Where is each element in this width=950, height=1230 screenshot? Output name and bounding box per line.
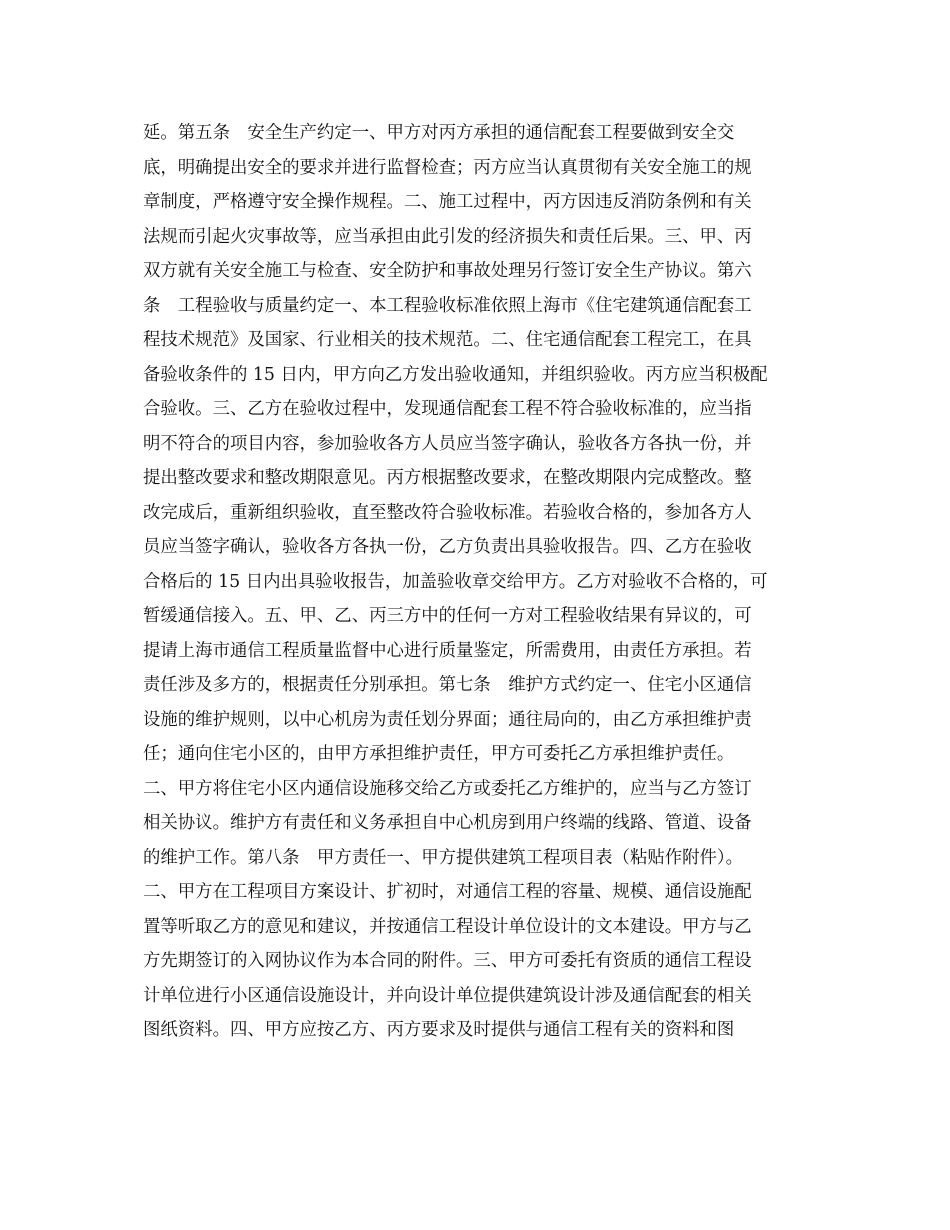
text-line: 提请上海市通信工程质量监督中心进行质量鉴定，所需费用，由责任方承担。若 — [143, 640, 752, 661]
text-line: 条 工程验收与质量约定一、本工程验收标准依照上海市《住宅建筑通信配套工 — [143, 295, 752, 316]
text-line: 图纸资料。四、甲方应按乙方、丙方要求及时提供与通信工程有关的资料和图 — [143, 1020, 735, 1040]
text-line: 明不符合的项目内容，参加验收各方人员应当签字确认，验收各方各执一份，并 — [143, 433, 752, 454]
text-line: 责任涉及多方的，根据责任分别承担。第七条 维护方式约定一、住宅小区通信 — [143, 675, 752, 695]
text-line: 延。第五条 安全生产约定一、甲方对丙方承担的通信配套工程要做到安全交 — [143, 123, 735, 143]
text-line: 双方就有关安全施工与检查、安全防护和事故处理另行签订安全生产协议。第六 — [143, 261, 752, 281]
body-text — [143, 116, 813, 1048]
text-line: 方先期签订的入网协议作为本合同的附件。三、甲方可委托有资质的通信工程设 — [143, 951, 752, 971]
text-line: 任；通向住宅小区的，由甲方承担维护责任，甲方可委托乙方承担维护责任。 — [143, 744, 735, 764]
text-line: 章制度，严格遵守安全操作规程。二、施工过程中，丙方因违反消防条例和有关 — [143, 192, 752, 212]
text-line: 二、甲方将住宅小区内通信设施移交给乙方或委托乙方维护的，应当与乙方签订 — [143, 778, 752, 799]
text-line: 二、甲方在工程项目方案设计、扩初时，对通信工程的容量、规模、通信设施配 — [143, 882, 752, 902]
text-line: 备验收条件的 15 日内，甲方向乙方发出验收通知，并组织验收。丙方应当积极配 — [143, 364, 768, 385]
text-line: 提出整改要求和整改期限意见。丙方根据整改要求，在整改期限内完成整改。整 — [143, 468, 752, 488]
text-line: 设施的维护规则，以中心机房为责任划分界面；通往局向的，由乙方承担维护责 — [143, 709, 752, 730]
text-line: 的维护工作。第八条 甲方责任一、甲方提供建筑工程项目表（粘贴作附件）。 — [143, 847, 743, 868]
text-line: 暂缓通信接入。五、甲、乙、丙三方中的任何一方对工程验收结果有异议的，可 — [143, 606, 752, 626]
text-line: 法规而引起火灾事故等，应当承担由此引发的经济损失和责任后果。三、甲、丙 — [143, 226, 752, 247]
text-line: 底，明确提出安全的要求并进行监督检查；丙方应当认真贯彻有关安全施工的规 — [143, 157, 752, 178]
text-line: 改完成后，重新组织验收，直至整改符合验收标准。若验收合格的，参加各方人 — [143, 502, 752, 523]
text-line: 相关协议。维护方有责任和义务承担自中心机房到用户终端的线路、管道、设备 — [143, 813, 752, 833]
text-line: 员应当签字确认，验收各方各执一份，乙方负责出具验收报告。四、乙方在验收 — [143, 537, 752, 557]
text-line: 合验收。三、乙方在验收过程中，发现通信配套工程不符合验收标准的，应当指 — [143, 399, 752, 419]
text-line: 置等听取乙方的意见和建议，并按通信工程设计单位设计的文本建设。甲方与乙 — [143, 916, 752, 937]
text-line: 计单位进行小区通信设施设计，并向设计单位提供建筑设计涉及通信配套的相关 — [143, 985, 752, 1006]
text-line: 程技术规范》及国家、行业相关的技术规范。二、住宅通信配套工程完工，在具 — [143, 330, 752, 350]
text-line: 合格后的 15 日内出具验收报告，加盖验收章交给甲方。乙方对验收不合格的，可 — [143, 571, 768, 592]
